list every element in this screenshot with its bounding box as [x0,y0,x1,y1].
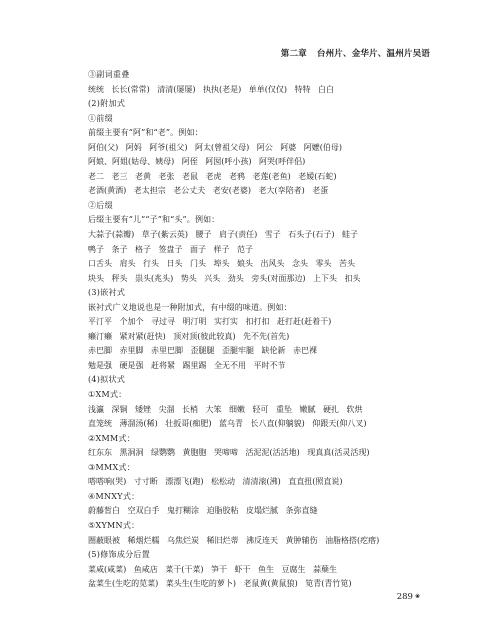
example-row [88,184,434,199]
example-word: 癞汀癞 [88,331,112,341]
example-word: 笕青(青竹笕) [305,579,352,589]
example-word: 老鼠 [182,171,198,181]
example-word: 白白 [318,84,334,94]
example-word: 大蒜子(蒜瓣) [88,230,135,240]
example-word: 阿妈 [125,142,142,152]
section-heading: ④MNXY式： [88,491,140,501]
example-word: 老莲(老鱼) [252,171,291,181]
example-word: 全无不用 [214,360,246,370]
example-word: 清清(屡屡) [157,84,196,94]
section-heading: (4)拟状式 [88,375,126,385]
example-word: 嫩腻 [299,404,316,414]
example-word: 绿鹦鹦 [151,448,175,458]
example-word: 统统 [88,84,104,94]
example-word: 豆腐生 [281,564,306,574]
section-heading: ⑤XYMN式： [88,520,140,530]
example-word: 阿嬷(伯母) [303,142,342,152]
example-word: 深铜 [111,404,128,414]
example-row [88,83,434,98]
example-word: 老安(老婆) [212,186,251,196]
example-word: 鬼打糊涂 [167,506,199,516]
example-row [88,257,434,272]
example-word: 赤里巴脚 [151,346,183,356]
example-word: 鱼生 [258,564,274,574]
example-word: 腰子 [195,230,212,240]
example-word: 条弥直缝 [285,506,318,516]
example-word: 念头 [292,259,308,269]
section-heading: ③副词重叠 [88,70,130,79]
example-word: 沸反连天 [246,535,278,545]
example-word: 老张 [158,171,175,181]
example-word: 赤里脚 [119,346,144,356]
example-word: 老太担宗 [133,186,166,196]
example-word: 雪子 [264,230,281,240]
chapter-title: 台州片、金华片、温州片吴语 [316,49,430,59]
example-word: 皮塌烂腻 [246,506,278,516]
example-word: 红东东 [88,448,112,458]
example-word: 老三 [111,171,128,181]
example-word: 平汀平 [88,317,112,327]
example-word: 面子 [190,244,206,254]
page-body [88,68,434,592]
example-word: 踢里踢 [182,360,207,370]
example-row [88,272,434,287]
example-word: 行头 [143,259,159,269]
example-word: 签盘子 [158,244,183,254]
example-row [88,403,434,418]
example-word: 扣打扣 [245,317,270,327]
example-word: 活泥泥(活活地) [245,448,300,458]
example-word: 直笼统 [88,419,112,429]
example-word: 实打实 [214,317,238,327]
example-word: 蒜蘖生 [313,564,337,574]
running-header [281,47,430,59]
example-word: 哭啼啼 [214,448,238,458]
example-word: 劲头 [227,273,244,283]
example-word: 浅瀛 [88,404,104,414]
example-word: 埠头 [213,259,230,269]
example-row [88,446,434,461]
example-word: 口舌头 [88,259,112,269]
example-word: 老鸦 [229,171,245,181]
example-word: 赶将紧 [151,360,175,370]
example-word: 阿囡(呼小孩) [205,157,252,167]
example-word: 阿爷(祖父) [149,142,188,152]
example-word: 赤巴裸 [293,346,317,356]
example-word: 乌焦烂炭 [167,535,199,545]
example-word: 门头 [190,259,206,269]
example-word: 漂漂飞(跑) [165,477,204,487]
example-word: 老鼠黄(黄鼠狼) [243,579,298,589]
example-word: 石头子(石子) [288,230,335,240]
example-word: 娘头 [237,259,253,269]
example-word: 肩子(责任) [219,230,258,240]
folio-ornament-icon: ❀ [414,593,420,600]
page-folio [397,592,420,602]
example-word: 明汀明 [182,317,207,327]
example-row [88,417,434,432]
example-row [88,155,434,170]
example-word: 迫脂胶粘 [206,506,239,516]
example-word: 老公丈夫 [173,186,206,196]
example-word: 阿公 [256,142,273,152]
example-word: 范子 [237,244,253,254]
example-word: 大笨 [205,404,222,414]
example-row [88,330,434,345]
example-word: 黑洞洞 [119,448,144,458]
example-word: 赶打赶(赶着干) [277,317,332,327]
example-word: 老虎 [205,171,222,181]
example-row [88,563,434,578]
example-word: 出风头 [260,259,285,269]
example-row [88,243,434,258]
example-word: 蔚藤皙白 [88,506,120,516]
example-row [88,475,434,490]
example-word: 阿伯(父) [88,142,119,152]
example-word: 油脂格搭(疙瘩) [325,535,380,545]
example-word: 轻可 [252,404,269,414]
example-word: 老嫒(石蛇) [298,171,337,181]
example-word: 硬是强 [119,360,144,370]
example-word: 秤头 [111,273,128,283]
example-word: 寻过寻 [151,317,175,327]
example-word: 空双白手 [127,506,160,516]
example-word: 薄溜汤(稀) [119,419,158,429]
example-word: 阿娘、阿姐(姑母、姨母) [88,157,175,167]
example-word: 平时不节 [253,360,286,370]
example-word: 软烘 [346,404,363,414]
example-row [88,359,434,374]
example-word: 赤巴脚 [88,346,112,356]
example-word: 尖溜 [158,404,175,414]
section-heading: ①XM式： [88,390,127,400]
example-word: 特特 [294,84,311,94]
example-word: 直直扭(照直说) [288,477,343,487]
example-word: 老二 [88,171,104,181]
example-word: 虾干 [234,564,251,574]
example-word: 稀烟烂糯 [127,535,160,545]
example-word: 黄胞胞 [182,448,207,458]
example-word: 势头 [180,273,197,283]
example-word: 细嫩 [229,404,245,414]
example-word: 阿婆 [280,142,297,152]
page-number: 289 [396,592,413,602]
example-word: 兴头 [204,273,221,283]
example-word: 歪腿腿 [190,346,215,356]
example-word: 单单(仅仅) [248,84,287,94]
example-word: 盆菜生(生吃的苋菜) [88,579,159,589]
example-word: 仰跟天(仰八叉) [312,419,367,429]
example-row [88,141,434,156]
example-row [88,534,434,549]
example-word: 肩头 [119,259,136,269]
example-word: 笋干 [211,564,227,574]
section-heading: (2)附加式 [88,99,126,109]
example-row [88,577,434,592]
example-word: 黄肿辅伤 [285,535,318,545]
example-word: 老酒(黄酒) [88,186,127,196]
example-word: 稀旧烂蒂 [206,535,239,545]
example-word: 鸭子 [88,244,104,254]
example-word: 寸寸断 [133,477,158,487]
section-heading: ②后缀 [88,200,113,210]
chapter-number: 第二章 [280,49,307,59]
example-word: 顶对顶(彼此较真) [173,331,236,341]
section-heading: (3)嵌衬式 [88,288,126,298]
example-word: 阿太(曾祖父母) [195,142,250,152]
example-word: 旁头(对面那边) [251,273,306,283]
example-word: 老大(孪陪者) [258,186,305,196]
example-word: 嗒嗒响(哭) [88,477,127,487]
example-word: 清清滚(沸) [242,477,281,487]
example-word: 重坠 [276,404,292,414]
example-word: 长八直(仰躺貌) [250,419,305,429]
example-word: 老黄 [135,171,151,181]
example-row [88,228,434,243]
example-word: 圈蔽眼被 [88,535,120,545]
example-row [88,170,434,185]
example-row [88,315,434,330]
example-word: 矮矬 [135,404,151,414]
example-word: 零头 [315,259,332,269]
example-word: 菜头生(生吃的萝卜) [165,579,236,589]
example-word: 松松动 [211,477,235,487]
example-word: 老蛋 [312,186,329,196]
body-text: 后缀主要有“儿”“子”和“头”。例如： [88,215,220,225]
example-word: 菜干(干菜) [165,564,204,574]
example-word: 日头 [166,259,183,269]
example-word: 硬扎 [323,404,339,414]
example-word: 扣头 [344,273,361,283]
example-word: 草子(紫云英) [141,230,188,240]
example-word: 先不先(首先) [243,331,290,341]
example-word: 执执(老是) [203,84,242,94]
example-word: 苦头 [339,259,355,269]
example-word: 紧对紧(赶快) [119,331,166,341]
example-word: 现真真(活灵活现) [307,448,370,458]
example-word: 歪腿牢腿 [222,346,254,356]
example-word: 蓝乌青 [219,419,243,429]
example-word: 勉是强 [88,360,112,370]
example-word: 个加个 [119,317,144,327]
example-word: 块头 [88,273,104,283]
example-word: 缺伦新 [261,346,286,356]
example-word: 鱼咸店 [133,564,158,574]
section-heading: ②XMM式： [88,433,136,443]
example-word: 壮扳哥(痴肥) [165,419,212,429]
example-word: 条子 [111,244,128,254]
example-word: 菜咸(咸菜) [88,564,127,574]
example-word: 阿哭(呼伴侣) [259,157,306,167]
section-heading: ③MMX式： [88,462,136,472]
example-word: 上下头 [313,273,337,283]
example-row [88,344,434,359]
example-word: 样子 [213,244,230,254]
section-heading: (5)修饰成分后置 [88,550,151,560]
example-word: 祟头(兆头) [135,273,174,283]
example-word: 长长(常常) [111,84,150,94]
body-text: 嵌衬式广义地说也是一种附加式，有中缀的味道。例如： [88,302,292,312]
example-word: 蛙子 [342,230,358,240]
example-row [88,504,434,519]
section-heading: ①前缀 [88,113,113,123]
example-word: 阿侄 [181,157,198,167]
body-text: 前缀主要有“阿”和“老”。例如： [88,128,203,138]
example-word: 长梢 [182,404,198,414]
example-word: 格子 [135,244,151,254]
